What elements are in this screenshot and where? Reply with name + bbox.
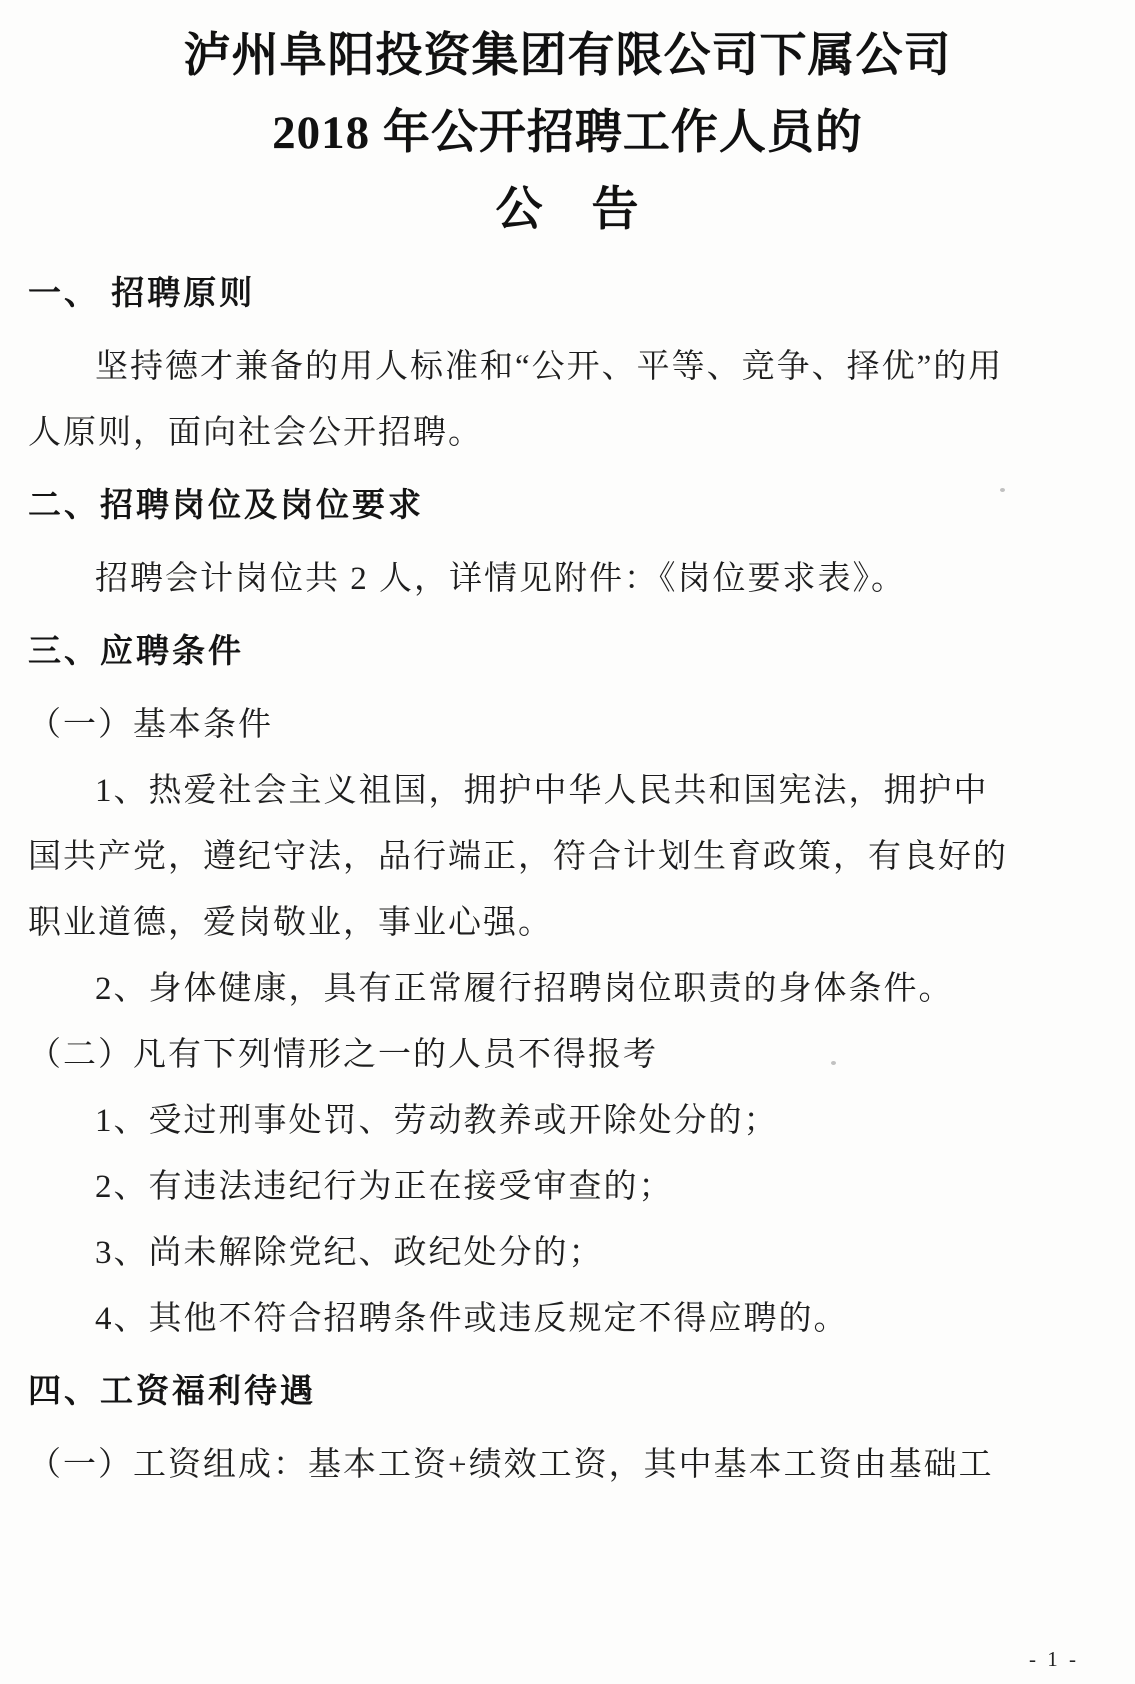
- section-4-heading: 四、工资福利待遇: [28, 1374, 316, 1410]
- positions-para: 招聘会计岗位共 2 人，详情见附件：《岗位要求表》。: [95, 561, 906, 597]
- page-number: - 1 -: [1029, 1647, 1079, 1671]
- disqualification-subheading: （二）凡有下列情形之一的人员不得报考: [28, 1037, 658, 1073]
- title-line-3: 公 告: [495, 184, 640, 236]
- principle-para-line-1: 坚持德才兼备的用人标准和“公开、平等、竞争、择优”的用: [95, 349, 1004, 385]
- section-2-heading: 二、招聘岗位及岗位要求: [28, 488, 424, 524]
- scan-speck: [1000, 488, 1005, 492]
- basic-item-2: 2、身体健康，具有正常履行招聘岗位职责的身体条件。: [95, 971, 954, 1007]
- section-3-heading: 三、应聘条件: [28, 634, 244, 670]
- disqualification-item-3: 3、尚未解除党纪、政纪处分的；: [95, 1235, 604, 1271]
- title-line-1: 泸州阜阳投资集团有限公司下属公司: [183, 30, 952, 82]
- disqualification-item-4: 4、其他不符合招聘条件或违反规定不得应聘的。: [95, 1301, 849, 1337]
- section-1-heading: 一、 招聘原则: [28, 276, 256, 312]
- scan-speck: [831, 1061, 836, 1065]
- basic-item-1-line-1: 1、热爱社会主义祖国，拥护中华人民共和国宪法，拥护中: [95, 773, 989, 809]
- basic-item-1-line-3: 职业道德，爱岗敬业，事业心强。: [28, 905, 553, 941]
- disqualification-item-2: 2、有违法违纪行为正在接受审查的；: [95, 1169, 674, 1205]
- document-body: [0, 261, 1135, 1498]
- title-line-2: 2018 年公开招聘工作人员的: [272, 107, 863, 159]
- basic-item-1-line-2: 国共产党，遵纪守法，品行端正，符合计划生育政策，有良好的: [28, 839, 1008, 875]
- disqualification-item-1: 1、受过刑事处罚、劳动教养或开除处分的；: [95, 1103, 779, 1139]
- salary-composition-line-1: （一）工资组成：基本工资+绩效工资，其中基本工资由基础工: [28, 1447, 994, 1483]
- document-title: [0, 0, 1135, 249]
- basic-conditions-subheading: （一）基本条件: [28, 707, 273, 743]
- principle-para-line-2: 人原则，面向社会公开招聘。: [28, 415, 483, 451]
